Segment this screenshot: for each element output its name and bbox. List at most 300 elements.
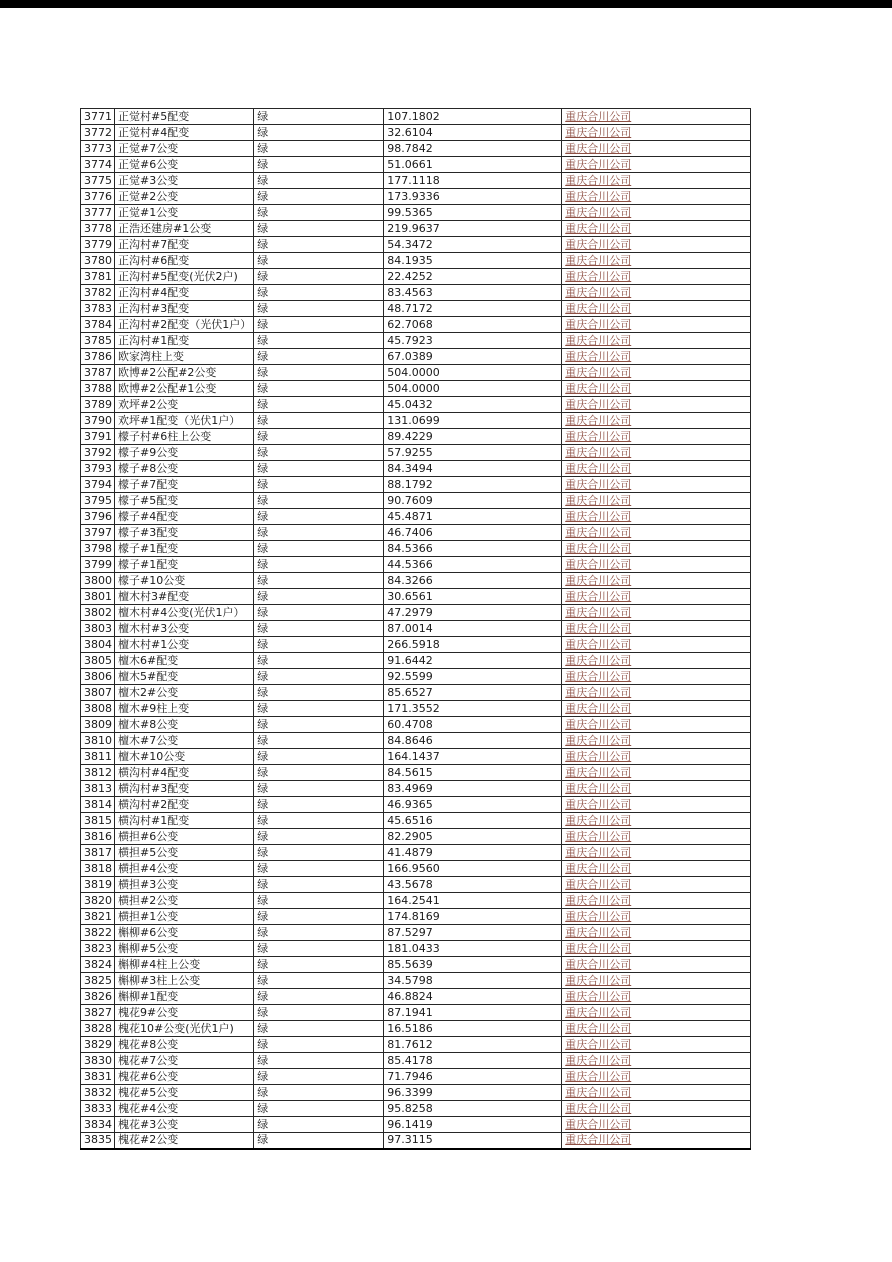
- value-cell: 57.9255: [384, 445, 562, 461]
- company-cell: [562, 237, 751, 253]
- value-cell: 131.0699: [384, 413, 562, 429]
- row-id-cell: 3773: [81, 141, 115, 157]
- company-link[interactable]: 重庆合川公司: [565, 493, 632, 507]
- row-id-cell: 3818: [81, 861, 115, 877]
- row-id-cell: 3777: [81, 205, 115, 221]
- status-cell: 绿: [254, 189, 384, 205]
- device-name-cell: 檀木#8公变: [115, 717, 254, 733]
- company-link[interactable]: 重庆合川公司: [565, 1053, 632, 1067]
- status-cell: 绿: [254, 1117, 384, 1133]
- row-id-cell: 3807: [81, 685, 115, 701]
- status-cell: 绿: [254, 461, 384, 477]
- value-cell: 88.1792: [384, 477, 562, 493]
- company-link[interactable]: 重庆合川公司: [565, 445, 632, 459]
- company-link[interactable]: 重庆合川公司: [565, 541, 632, 555]
- device-name-cell: 槲柳#1配变: [115, 989, 254, 1005]
- device-name-cell: 槐花9#公变: [115, 1005, 254, 1021]
- value-cell: 46.7406: [384, 525, 562, 541]
- company-link[interactable]: 重庆合川公司: [565, 845, 632, 859]
- row-id-cell: 3788: [81, 381, 115, 397]
- company-link[interactable]: 重庆合川公司: [565, 141, 632, 155]
- value-cell: 81.7612: [384, 1037, 562, 1053]
- company-link[interactable]: 重庆合川公司: [565, 269, 632, 283]
- table-row: [81, 397, 751, 413]
- company-cell: [562, 365, 751, 381]
- status-cell: 绿: [254, 429, 384, 445]
- company-cell: [562, 317, 751, 333]
- row-id-cell: 3817: [81, 845, 115, 861]
- status-cell: 绿: [254, 765, 384, 781]
- company-link[interactable]: 重庆合川公司: [565, 109, 632, 123]
- company-link[interactable]: 重庆合川公司: [565, 397, 632, 411]
- status-cell: 绿: [254, 1133, 384, 1149]
- company-cell: [562, 397, 751, 413]
- company-cell: [562, 925, 751, 941]
- table-row: [81, 269, 751, 285]
- company-link[interactable]: 重庆合川公司: [565, 605, 632, 619]
- company-cell: [562, 1069, 751, 1085]
- company-cell: [562, 301, 751, 317]
- value-cell: 99.5365: [384, 205, 562, 221]
- row-id-cell: 3791: [81, 429, 115, 445]
- value-cell: 181.0433: [384, 941, 562, 957]
- status-cell: 绿: [254, 573, 384, 589]
- company-cell: [562, 189, 751, 205]
- company-cell: [562, 557, 751, 573]
- device-name-cell: 槐花#6公变: [115, 1069, 254, 1085]
- row-id-cell: 3802: [81, 605, 115, 621]
- device-name-cell: 槐花#7公变: [115, 1053, 254, 1069]
- row-id-cell: 3783: [81, 301, 115, 317]
- company-link[interactable]: 重庆合川公司: [565, 877, 632, 891]
- company-cell: [562, 573, 751, 589]
- status-cell: 绿: [254, 893, 384, 909]
- value-cell: 34.5798: [384, 973, 562, 989]
- table-row: [81, 541, 751, 557]
- table-row: [81, 621, 751, 637]
- value-cell: 54.3472: [384, 237, 562, 253]
- company-link[interactable]: 重庆合川公司: [565, 125, 632, 139]
- device-name-cell: 檀木村#4公变(光伏1户）: [115, 605, 254, 621]
- device-name-cell: 檀木#9柱上变: [115, 701, 254, 717]
- value-cell: 67.0389: [384, 349, 562, 365]
- company-link[interactable]: 重庆合川公司: [565, 317, 632, 331]
- row-id-cell: 3832: [81, 1085, 115, 1101]
- row-id-cell: 3815: [81, 813, 115, 829]
- company-link[interactable]: 重庆合川公司: [565, 1085, 632, 1099]
- table-row: [81, 1085, 751, 1101]
- value-cell: 47.2979: [384, 605, 562, 621]
- table-row: [81, 717, 751, 733]
- company-link[interactable]: 重庆合川公司: [565, 1069, 632, 1083]
- table-row: [81, 813, 751, 829]
- row-id-cell: 3785: [81, 333, 115, 349]
- row-id-cell: 3814: [81, 797, 115, 813]
- table-row: [81, 1101, 751, 1117]
- status-cell: 绿: [254, 285, 384, 301]
- status-cell: 绿: [254, 749, 384, 765]
- device-name-cell: 檬子#8公变: [115, 461, 254, 477]
- value-cell: 504.0000: [384, 365, 562, 381]
- table-row: [81, 461, 751, 477]
- table-row: [81, 605, 751, 621]
- company-link[interactable]: 重庆合川公司: [565, 829, 632, 843]
- table-row: [81, 509, 751, 525]
- company-link[interactable]: 重庆合川公司: [565, 973, 632, 987]
- value-cell: 83.4969: [384, 781, 562, 797]
- device-name-cell: 檬子村#6柱上公变: [115, 429, 254, 445]
- company-link[interactable]: 重庆合川公司: [565, 669, 632, 683]
- table-row: [81, 909, 751, 925]
- status-cell: 绿: [254, 1037, 384, 1053]
- table-row: [81, 413, 751, 429]
- table-row: [81, 845, 751, 861]
- value-cell: 164.2541: [384, 893, 562, 909]
- company-cell: [562, 1085, 751, 1101]
- row-id-cell: 3803: [81, 621, 115, 637]
- status-cell: 绿: [254, 237, 384, 253]
- value-cell: 173.9336: [384, 189, 562, 205]
- company-cell: [562, 1037, 751, 1053]
- company-link[interactable]: 重庆合川公司: [565, 685, 632, 699]
- table-row: [81, 925, 751, 941]
- table-row: [81, 893, 751, 909]
- device-name-cell: 正觉#2公变: [115, 189, 254, 205]
- row-id-cell: 3790: [81, 413, 115, 429]
- company-link[interactable]: 重庆合川公司: [565, 205, 632, 219]
- value-cell: 71.7946: [384, 1069, 562, 1085]
- company-cell: [562, 589, 751, 605]
- device-name-cell: 檀木村#3公变: [115, 621, 254, 637]
- row-id-cell: 3793: [81, 461, 115, 477]
- value-cell: 266.5918: [384, 637, 562, 653]
- company-link[interactable]: 重庆合川公司: [565, 621, 632, 635]
- device-name-cell: 正沟村#6配变: [115, 253, 254, 269]
- device-name-cell: 横担#5公变: [115, 845, 254, 861]
- company-cell: [562, 733, 751, 749]
- company-link[interactable]: 重庆合川公司: [565, 477, 632, 491]
- value-cell: 87.5297: [384, 925, 562, 941]
- company-cell: [562, 205, 751, 221]
- company-link[interactable]: 重庆合川公司: [565, 765, 632, 779]
- company-link[interactable]: 重庆合川公司: [565, 509, 632, 523]
- company-link[interactable]: 重庆合川公司: [565, 701, 632, 715]
- row-id-cell: 3830: [81, 1053, 115, 1069]
- device-name-cell: 槲柳#3柱上公变: [115, 973, 254, 989]
- device-name-cell: 檬子#1配变: [115, 541, 254, 557]
- value-cell: 107.1802: [384, 109, 562, 125]
- device-name-cell: 横沟村#3配变: [115, 781, 254, 797]
- status-cell: 绿: [254, 685, 384, 701]
- company-link[interactable]: 重庆合川公司: [565, 189, 632, 203]
- company-cell: [562, 413, 751, 429]
- status-cell: 绿: [254, 637, 384, 653]
- company-cell: [562, 829, 751, 845]
- device-name-cell: 横担#1公变: [115, 909, 254, 925]
- row-id-cell: 3819: [81, 877, 115, 893]
- row-id-cell: 3810: [81, 733, 115, 749]
- company-link[interactable]: 重庆合川公司: [565, 733, 632, 747]
- device-name-cell: 横沟村#2配变: [115, 797, 254, 813]
- value-cell: 89.4229: [384, 429, 562, 445]
- company-cell: [562, 765, 751, 781]
- device-name-cell: 横担#6公变: [115, 829, 254, 845]
- company-cell: [562, 541, 751, 557]
- company-link[interactable]: 重庆合川公司: [565, 813, 632, 827]
- value-cell: 174.8169: [384, 909, 562, 925]
- company-cell: [562, 637, 751, 653]
- company-link[interactable]: 重庆合川公司: [565, 653, 632, 667]
- value-cell: 32.6104: [384, 125, 562, 141]
- status-cell: 绿: [254, 509, 384, 525]
- device-name-cell: 横沟村#4配变: [115, 765, 254, 781]
- company-cell: [562, 605, 751, 621]
- device-name-cell: 檀木6#配变: [115, 653, 254, 669]
- status-cell: 绿: [254, 477, 384, 493]
- table-row: [81, 157, 751, 173]
- table-row: [81, 701, 751, 717]
- company-link[interactable]: 重庆合川公司: [565, 989, 632, 1003]
- table-row: [81, 141, 751, 157]
- company-link[interactable]: 重庆合川公司: [565, 429, 632, 443]
- status-cell: 绿: [254, 1021, 384, 1037]
- company-cell: [562, 125, 751, 141]
- company-link[interactable]: 重庆合川公司: [565, 717, 632, 731]
- value-cell: 219.9637: [384, 221, 562, 237]
- company-cell: [562, 1021, 751, 1037]
- table-row: [81, 877, 751, 893]
- company-link[interactable]: 重庆合川公司: [565, 365, 632, 379]
- value-cell: 164.1437: [384, 749, 562, 765]
- value-cell: 84.3494: [384, 461, 562, 477]
- row-id-cell: 3776: [81, 189, 115, 205]
- company-link[interactable]: 重庆合川公司: [565, 1021, 632, 1035]
- value-cell: 84.3266: [384, 573, 562, 589]
- device-name-cell: 横担#2公变: [115, 893, 254, 909]
- row-id-cell: 3804: [81, 637, 115, 653]
- table-row: [81, 685, 751, 701]
- company-link[interactable]: 重庆合川公司: [565, 237, 632, 251]
- table-row: [81, 749, 751, 765]
- row-id-cell: 3821: [81, 909, 115, 925]
- company-cell: [562, 1117, 751, 1133]
- row-id-cell: 3794: [81, 477, 115, 493]
- company-link[interactable]: 重庆合川公司: [565, 925, 632, 939]
- table-row: [81, 589, 751, 605]
- company-link[interactable]: 重庆合川公司: [565, 1133, 632, 1147]
- company-cell: [562, 493, 751, 509]
- value-cell: 85.6527: [384, 685, 562, 701]
- table-row: [81, 637, 751, 653]
- device-name-cell: 正觉#1公变: [115, 205, 254, 221]
- value-cell: 84.5366: [384, 541, 562, 557]
- status-cell: 绿: [254, 621, 384, 637]
- company-cell: [562, 173, 751, 189]
- company-cell: [562, 509, 751, 525]
- status-cell: 绿: [254, 125, 384, 141]
- row-id-cell: 3833: [81, 1101, 115, 1117]
- value-cell: 171.3552: [384, 701, 562, 717]
- table-row: [81, 669, 751, 685]
- table-row: [81, 221, 751, 237]
- table-row: [81, 365, 751, 381]
- device-name-cell: 檀木#10公变: [115, 749, 254, 765]
- device-name-cell: 檀木#7公变: [115, 733, 254, 749]
- company-cell: [562, 285, 751, 301]
- row-id-cell: 3774: [81, 157, 115, 173]
- company-cell: [562, 1005, 751, 1021]
- device-name-cell: 槐花#4公变: [115, 1101, 254, 1117]
- company-link[interactable]: 重庆合川公司: [565, 381, 632, 395]
- row-id-cell: 3796: [81, 509, 115, 525]
- table-row: [81, 829, 751, 845]
- company-link[interactable]: 重庆合川公司: [565, 1117, 632, 1131]
- status-cell: 绿: [254, 109, 384, 125]
- company-link[interactable]: 重庆合川公司: [565, 301, 632, 315]
- company-cell: [562, 861, 751, 877]
- company-link[interactable]: 重庆合川公司: [565, 861, 632, 875]
- company-link[interactable]: 重庆合川公司: [565, 413, 632, 427]
- device-name-cell: 檀木5#配变: [115, 669, 254, 685]
- status-cell: 绿: [254, 557, 384, 573]
- value-cell: 85.5639: [384, 957, 562, 973]
- device-name-cell: 横担#4公变: [115, 861, 254, 877]
- company-cell: [562, 445, 751, 461]
- row-id-cell: 3801: [81, 589, 115, 605]
- company-link[interactable]: 重庆合川公司: [565, 557, 632, 571]
- company-link[interactable]: 重庆合川公司: [565, 157, 632, 171]
- table-row: [81, 381, 751, 397]
- device-name-cell: 檬子#10公变: [115, 573, 254, 589]
- status-cell: 绿: [254, 669, 384, 685]
- status-cell: 绿: [254, 141, 384, 157]
- company-cell: [562, 909, 751, 925]
- row-id-cell: 3823: [81, 941, 115, 957]
- status-cell: 绿: [254, 845, 384, 861]
- status-cell: 绿: [254, 797, 384, 813]
- company-link[interactable]: 重庆合川公司: [565, 1037, 632, 1051]
- status-cell: 绿: [254, 173, 384, 189]
- company-link[interactable]: 重庆合川公司: [565, 797, 632, 811]
- value-cell: 48.7172: [384, 301, 562, 317]
- status-cell: 绿: [254, 973, 384, 989]
- value-cell: 30.6561: [384, 589, 562, 605]
- row-id-cell: 3808: [81, 701, 115, 717]
- company-cell: [562, 893, 751, 909]
- value-cell: 43.5678: [384, 877, 562, 893]
- company-cell: [562, 989, 751, 1005]
- device-name-cell: 檬子#4配变: [115, 509, 254, 525]
- table-row: [81, 797, 751, 813]
- status-cell: 绿: [254, 317, 384, 333]
- table-row: [81, 973, 751, 989]
- company-cell: [562, 653, 751, 669]
- company-cell: [562, 669, 751, 685]
- transformer-table: [80, 108, 751, 1150]
- row-id-cell: 3789: [81, 397, 115, 413]
- device-name-cell: 槲柳#5公变: [115, 941, 254, 957]
- company-link[interactable]: 重庆合川公司: [565, 173, 632, 187]
- device-name-cell: 槐花#3公变: [115, 1117, 254, 1133]
- table-body: [81, 109, 751, 1149]
- row-id-cell: 3780: [81, 253, 115, 269]
- company-link[interactable]: 重庆合川公司: [565, 253, 632, 267]
- company-cell: [562, 157, 751, 173]
- device-name-cell: 槐花10#公变(光伏1户): [115, 1021, 254, 1037]
- status-cell: 绿: [254, 717, 384, 733]
- company-link[interactable]: 重庆合川公司: [565, 525, 632, 539]
- company-link[interactable]: 重庆合川公司: [565, 637, 632, 651]
- device-name-cell: 正沟村#3配变: [115, 301, 254, 317]
- row-id-cell: 3813: [81, 781, 115, 797]
- table-row: [81, 477, 751, 493]
- company-cell: [562, 333, 751, 349]
- value-cell: 45.4871: [384, 509, 562, 525]
- device-name-cell: 檬子#3配变: [115, 525, 254, 541]
- value-cell: 45.0432: [384, 397, 562, 413]
- company-link[interactable]: 重庆合川公司: [565, 589, 632, 603]
- row-id-cell: 3787: [81, 365, 115, 381]
- status-cell: 绿: [254, 1085, 384, 1101]
- company-link[interactable]: 重庆合川公司: [565, 573, 632, 587]
- company-link[interactable]: 重庆合川公司: [565, 1101, 632, 1115]
- table-row: [81, 349, 751, 365]
- device-name-cell: 正觉村#5配变: [115, 109, 254, 125]
- company-link[interactable]: 重庆合川公司: [565, 1005, 632, 1019]
- company-cell: [562, 109, 751, 125]
- company-link[interactable]: 重庆合川公司: [565, 221, 632, 235]
- value-cell: 60.4708: [384, 717, 562, 733]
- table-row: [81, 317, 751, 333]
- table-row: [81, 957, 751, 973]
- company-link[interactable]: 重庆合川公司: [565, 349, 632, 363]
- status-cell: 绿: [254, 733, 384, 749]
- company-link[interactable]: 重庆合川公司: [565, 749, 632, 763]
- company-cell: [562, 381, 751, 397]
- company-link[interactable]: 重庆合川公司: [565, 909, 632, 923]
- value-cell: 46.8824: [384, 989, 562, 1005]
- table-row: [81, 781, 751, 797]
- status-cell: 绿: [254, 989, 384, 1005]
- status-cell: 绿: [254, 413, 384, 429]
- row-id-cell: 3775: [81, 173, 115, 189]
- row-id-cell: 3824: [81, 957, 115, 973]
- status-cell: 绿: [254, 653, 384, 669]
- row-id-cell: 3792: [81, 445, 115, 461]
- row-id-cell: 3771: [81, 109, 115, 125]
- company-cell: [562, 813, 751, 829]
- status-cell: 绿: [254, 829, 384, 845]
- company-link[interactable]: 重庆合川公司: [565, 333, 632, 347]
- company-cell: [562, 141, 751, 157]
- company-link[interactable]: 重庆合川公司: [565, 285, 632, 299]
- device-name-cell: 正觉#6公变: [115, 157, 254, 173]
- table-row: [81, 525, 751, 541]
- company-link[interactable]: 重庆合川公司: [565, 957, 632, 971]
- company-link[interactable]: 重庆合川公司: [565, 461, 632, 475]
- table-row: [81, 653, 751, 669]
- table-row: [81, 205, 751, 221]
- company-link[interactable]: 重庆合川公司: [565, 781, 632, 795]
- row-id-cell: 3799: [81, 557, 115, 573]
- company-link[interactable]: 重庆合川公司: [565, 893, 632, 907]
- value-cell: 46.9365: [384, 797, 562, 813]
- table-row: [81, 765, 751, 781]
- company-link[interactable]: 重庆合川公司: [565, 941, 632, 955]
- device-name-cell: 正沟村#7配变: [115, 237, 254, 253]
- company-cell: [562, 221, 751, 237]
- company-cell: [562, 349, 751, 365]
